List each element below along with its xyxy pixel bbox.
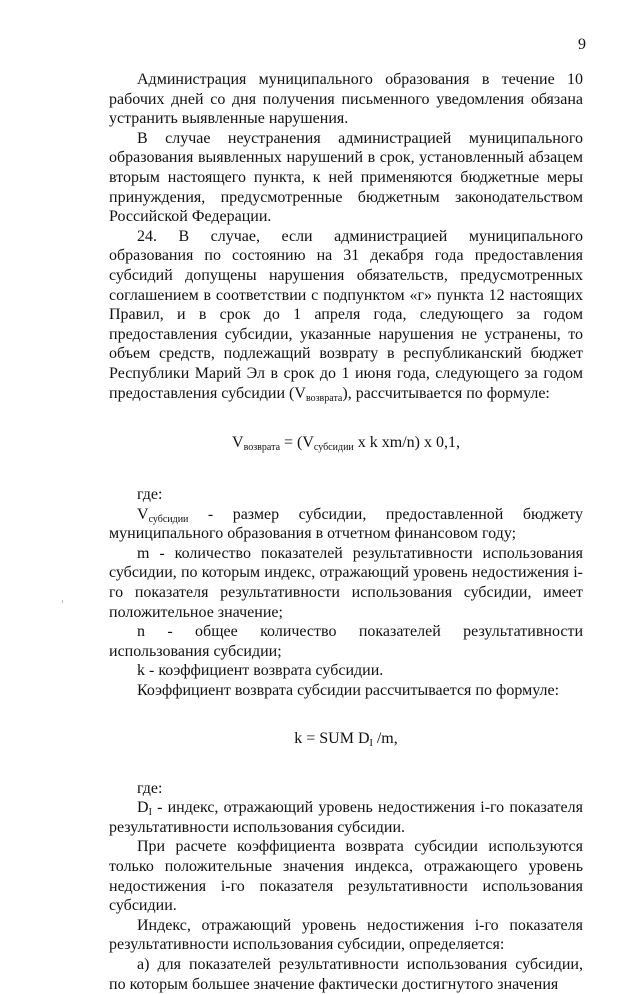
paragraph-item-a: а) для показателей результативности использования субсидии, по которым большее значение фактически достигнутого значения	[109, 955, 583, 993]
definition-k: k - коэффициент возврата субсидии.	[137, 662, 384, 680]
formula-vs-sub: субсидии	[313, 442, 354, 454]
paragraph-positive-values: При расчете коэффициента возврата субсидии используются только положительные значения индекса, отражающего уровень недостижения i-го показателя результативности использования субсидии.	[109, 838, 583, 915]
formula-tail: x k xm/n) x 0,1,	[353, 434, 460, 452]
formula-v: V	[232, 434, 244, 452]
paragraph-item-24	[109, 227, 583, 403]
formula-k-sub: I	[369, 737, 373, 749]
def-d-symbol: D	[137, 799, 149, 817]
where-label-1: где:	[137, 486, 163, 504]
definition-n: n - общее количество показателей результативности использования субсидии;	[109, 623, 583, 660]
def-v-symbol: V	[137, 505, 149, 523]
def-d-subscript: I	[148, 807, 152, 819]
formula-eq: = (V	[280, 434, 314, 452]
paragraph-index-definition: Индекс, отражающий уровень недостижения i-го показателя результативности использования субсидии, определяется:	[109, 916, 583, 954]
formula-k	[109, 729, 583, 749]
paragraph-non-elimination: В случае неустранения администрацией муниципального образования выявленных нарушений в срок, установленный абзацем вторым настоящего пункта, к ней применяются бюджетные меры принуждения, предусмотренные бюджетным законодательством Российской Федерации.	[109, 129, 583, 226]
paragraph-item-24-tail: ), рассчитывается по формуле:	[342, 384, 550, 402]
scan-speck	[62, 600, 63, 603]
formula-k-head: k = SUM D	[294, 729, 370, 747]
def-d-text: - индекс, отражающий уровень недостижения i-го показателя результативности использования субсидии.	[109, 799, 583, 836]
k-formula-intro: Коэффициент возврата субсидии рассчитывается по формуле:	[137, 682, 560, 700]
definition-d	[109, 798, 583, 837]
paragraph-admin-deadline: Администрация муниципального образования в течение 10 рабочих дней со дня получения письменного уведомления обязана устранить выявленные нарушения.	[109, 71, 583, 128]
def-v-text: - размер субсидии, предоставленной бюджету муниципального образования в отчетном финансовом году;	[109, 505, 583, 543]
page-number: 9	[578, 36, 586, 53]
paragraph-item-24-text: 24. В случае, если администрацией муниципального образования по состоянию на 31 декабря года предоставления субсидий допущены нарушения обязательств, предусмотренных соглашением в соответствии с подпунктом «г» пункта 12 настоящих Правил, и в срок до 1 апреля года, следующего за годом предоставления субсидии, указанные нарушения не устранены, то объем средств, подлежащий возврату в республиканский бюджет Республики Марий Эл в срок до 1 июня года, следующего за годом предоставления субсидии (V	[109, 227, 583, 402]
formula-v-sub: возврата	[243, 442, 281, 454]
where-label-2: где:	[137, 779, 163, 797]
definition-v-subsidy	[109, 505, 583, 544]
formula-k-tail: /m,	[372, 729, 398, 747]
formula-return-volume	[109, 433, 583, 453]
document-body	[109, 70, 583, 994]
def-v-subscript: субсидии	[148, 513, 189, 525]
definition-m: m - количество показателей результативности использования субсидии, по которым индекс, отражающий уровень недостижения i-го показателя результативности использования субсидии, имеет положительное значение;	[109, 544, 583, 621]
v-return-subscript: возврата	[305, 392, 343, 404]
